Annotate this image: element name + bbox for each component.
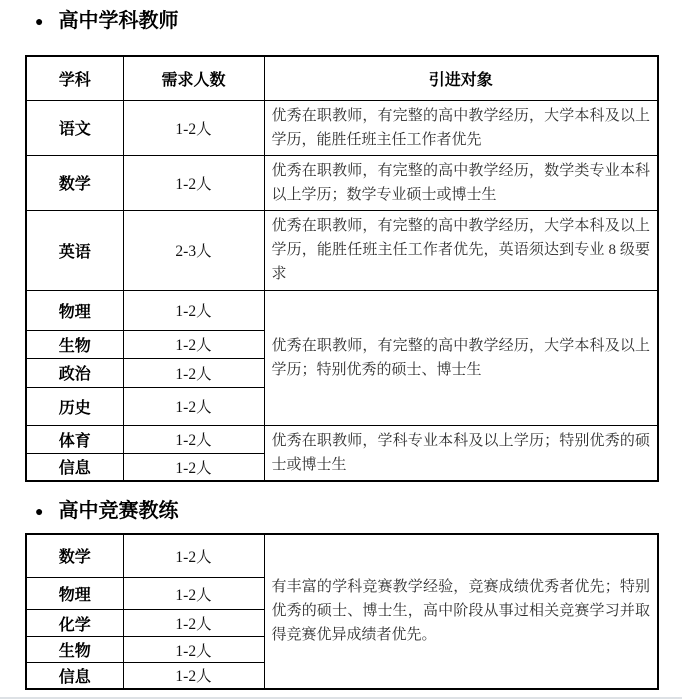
count-cell: 1-2人 <box>123 330 264 358</box>
table-row <box>26 155 658 210</box>
subject-cell: 语文 <box>26 100 123 155</box>
target-cell: 优秀在职教师，有完整的高中教学经历，大学本科及以上学历，能胜任班主任工作者优先，英语须达到专业 8 级要求 <box>264 210 658 290</box>
bullet-icon: ● <box>35 502 44 519</box>
count-cell: 1-2人 <box>123 610 264 637</box>
subject-cell: 数学 <box>26 155 123 210</box>
target-cell: 优秀在职教师，学科专业本科及以上学历；特别优秀的硕士或博士生 <box>264 425 658 481</box>
subject-teachers-table-body <box>26 100 658 481</box>
section1-title: 高中学科教师 <box>58 10 179 32</box>
subject-teachers-table <box>25 55 659 482</box>
count-cell: 2-3人 <box>123 210 264 290</box>
subject-cell: 英语 <box>26 210 123 290</box>
count-cell: 1-2人 <box>123 425 264 454</box>
subject-cell: 化学 <box>26 610 123 637</box>
subject-cell: 历史 <box>26 387 123 425</box>
count-cell: 1-2人 <box>123 290 264 330</box>
subject-cell: 信息 <box>26 454 123 481</box>
col-header-target: 引进对象 <box>264 56 658 100</box>
subject-cell: 生物 <box>26 330 123 358</box>
count-cell: 1-2人 <box>123 578 264 610</box>
count-cell: 1-2人 <box>123 454 264 481</box>
table-row <box>26 534 658 578</box>
subject-cell: 信息 <box>26 663 123 689</box>
count-cell: 1-2人 <box>123 534 264 578</box>
count-cell: 1-2人 <box>123 155 264 210</box>
count-cell: 1-2人 <box>123 100 264 155</box>
subject-cell: 数学 <box>26 534 123 578</box>
competition-coaches-table <box>25 533 659 690</box>
table-row <box>26 210 658 290</box>
table-row <box>26 100 658 155</box>
section-heading-subject-teachers <box>0 0 682 33</box>
target-cell: 优秀在职教师，有完整的高中教学经历，大学本科及以上学历；特别优秀的硕士、博士生 <box>264 290 658 425</box>
count-cell: 1-2人 <box>123 387 264 425</box>
bullet-icon: ● <box>35 13 44 29</box>
competition-coaches-table-body <box>26 534 658 689</box>
subject-cell: 生物 <box>26 637 123 663</box>
header-row <box>26 56 658 100</box>
section-heading-competition-coaches <box>0 499 682 523</box>
subject-cell: 物理 <box>26 578 123 610</box>
col-header-count: 需求人数 <box>123 56 264 100</box>
count-cell: 1-2人 <box>123 663 264 689</box>
count-cell: 1-2人 <box>123 358 264 387</box>
subject-cell: 政治 <box>26 358 123 387</box>
target-cell: 有丰富的学科竞赛教学经验，竞赛成绩优秀者优先；特别优秀的硕士、博士生，高中阶段从事过相关竞赛学习并取得竞赛优异成绩者优先。 <box>264 534 658 689</box>
subject-cell: 体育 <box>26 425 123 454</box>
subject-cell: 物理 <box>26 290 123 330</box>
target-cell: 优秀在职教师，有完整的高中教学经历，数学类专业本科以上学历；数学专业硕士或博士生 <box>264 155 658 210</box>
section2-title: 高中竞赛教练 <box>58 499 179 522</box>
table-row <box>26 290 658 330</box>
col-header-subject: 学科 <box>26 56 123 100</box>
table-row <box>26 425 658 454</box>
count-cell: 1-2人 <box>123 637 264 663</box>
target-cell: 优秀在职教师，有完整的高中教学经历，大学本科及以上学历，能胜任班主任工作者优先 <box>264 100 658 155</box>
